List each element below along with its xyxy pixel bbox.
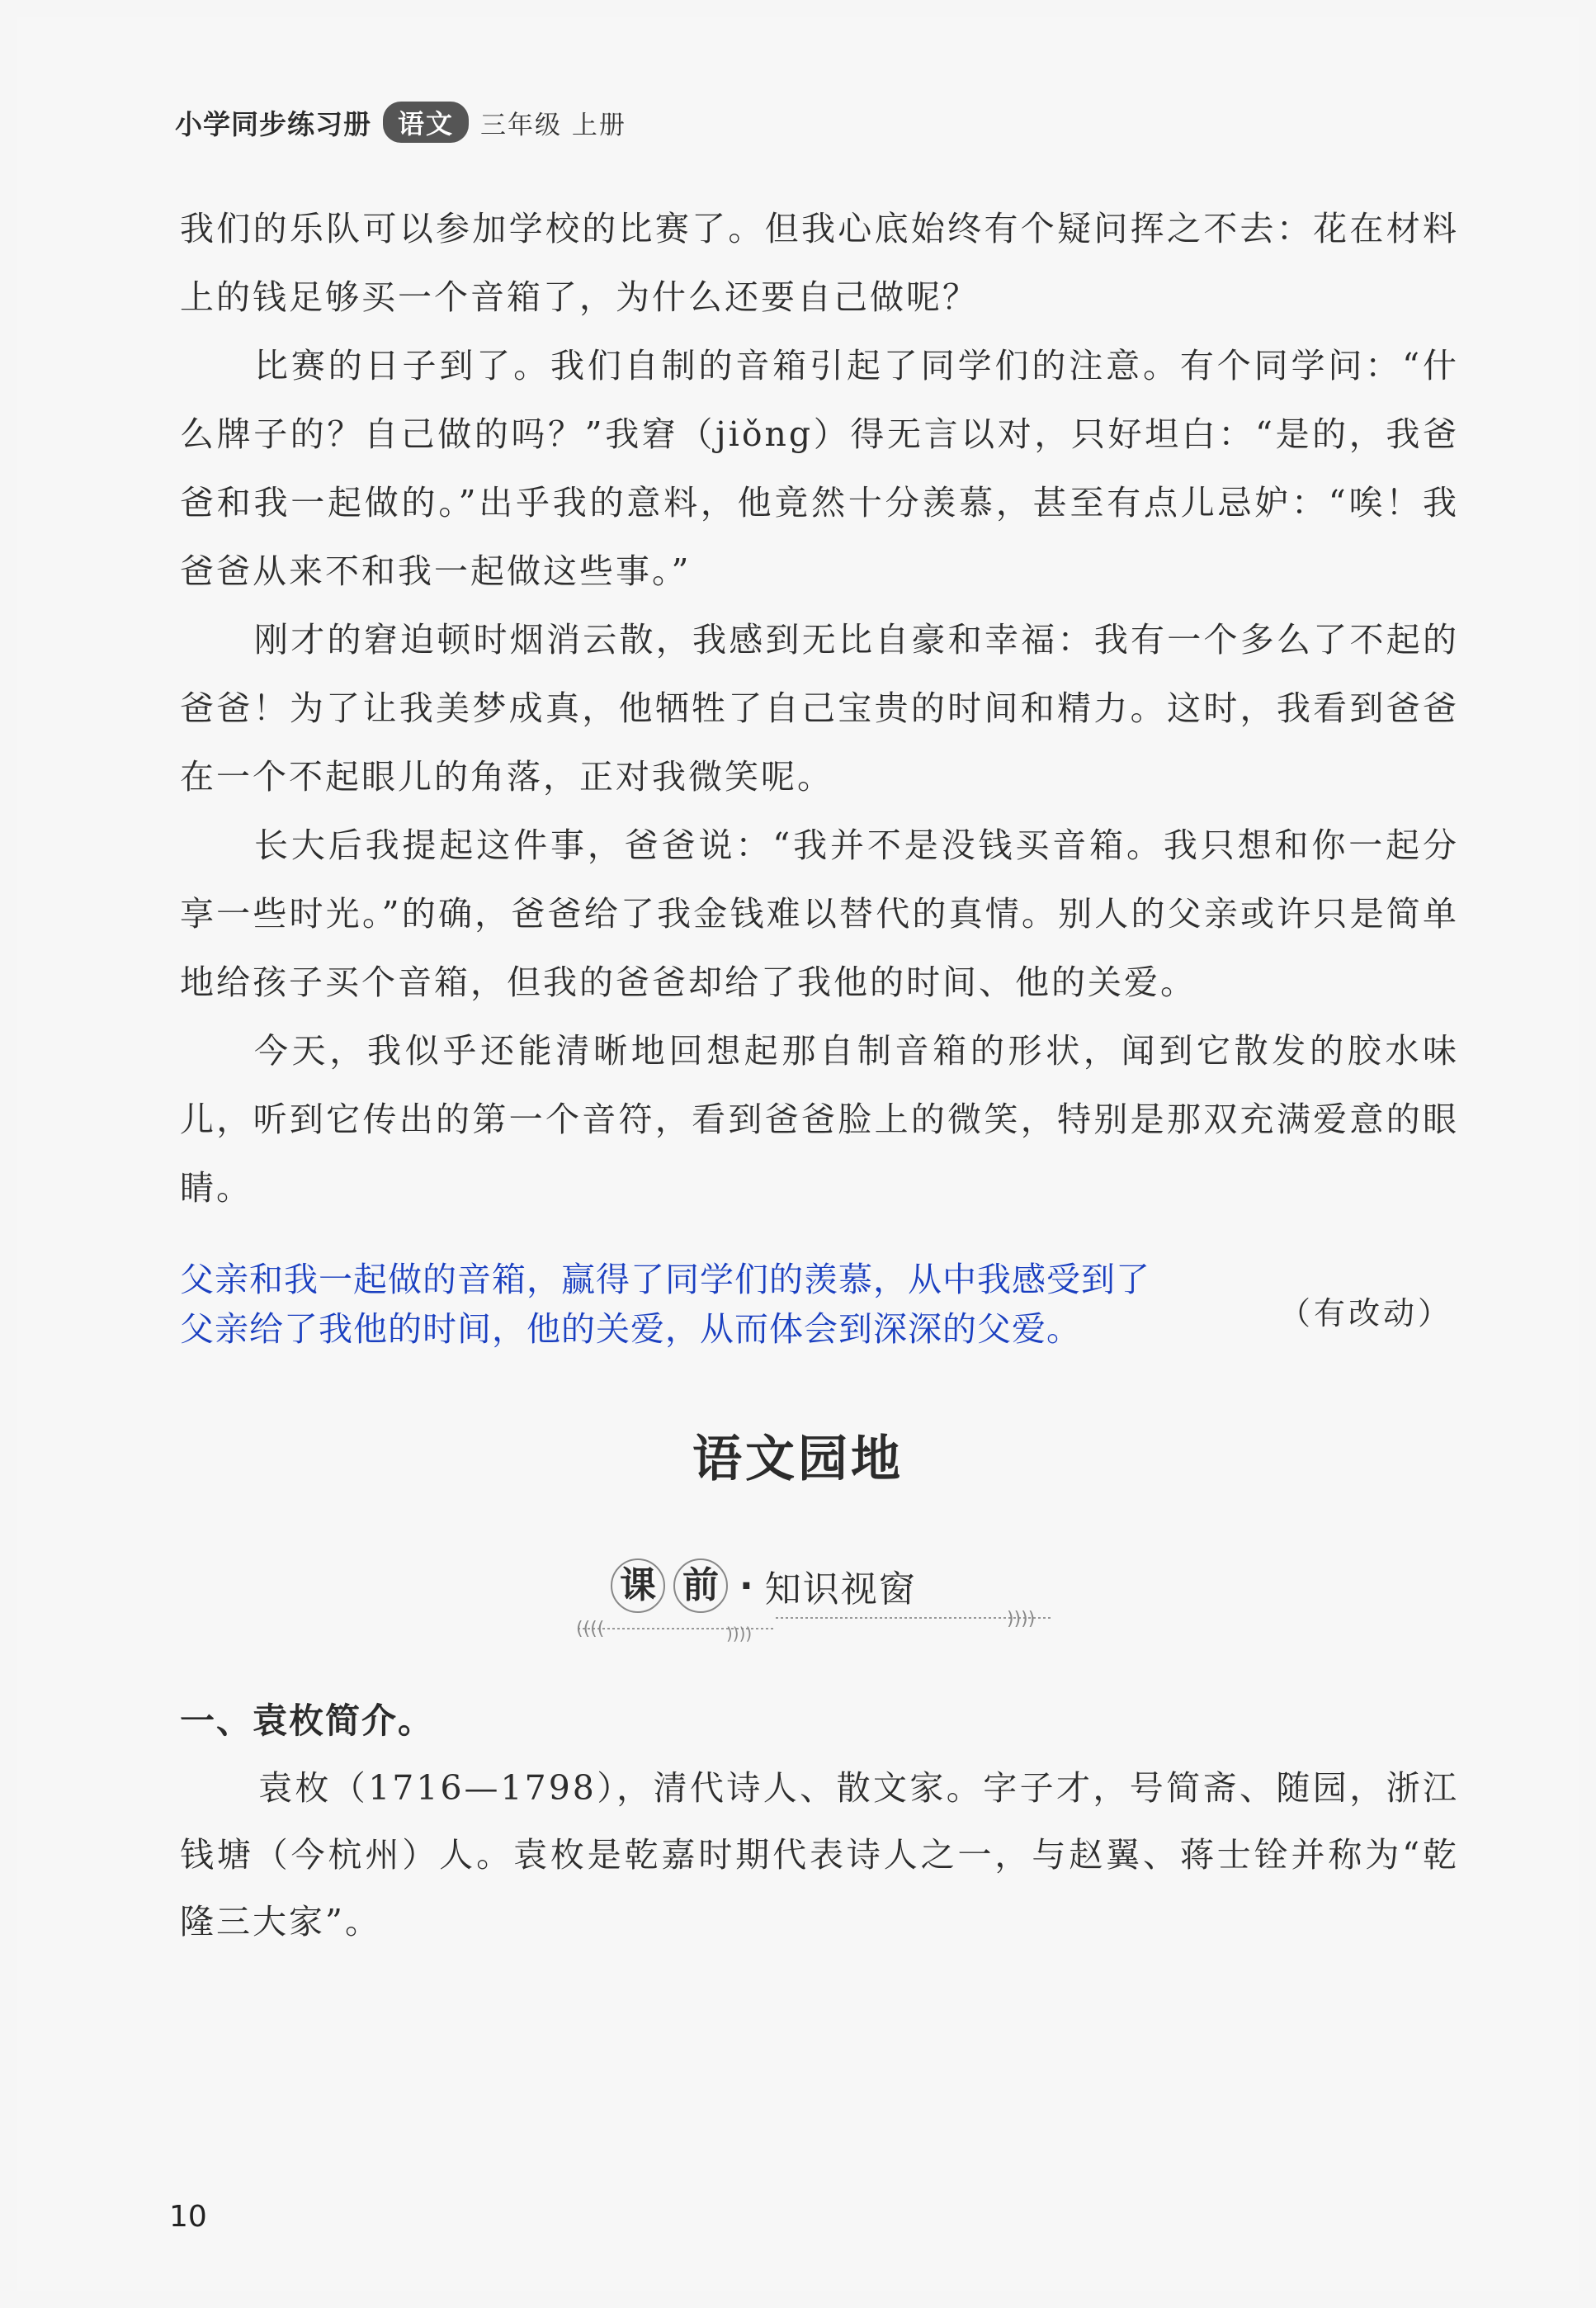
svg-text:)))): )))) — [726, 1624, 753, 1643]
book-title: 小学同步练习册 — [175, 107, 371, 140]
section-banner — [569, 1552, 1065, 1643]
knowledge-heading: 一、袁枚简介。 — [180, 1700, 435, 1741]
knowledge-body — [180, 1755, 1459, 1956]
adapted-note: （有改动） — [1279, 1295, 1453, 1331]
page-number: 10 — [169, 2200, 207, 2234]
knowledge-paragraph: 袁枚（1716—1798），清代诗人、散文家。字子才，号简斋、随园，浙江钱塘（今杭州）人。袁枚是乾嘉时期代表诗人之一，与赵翼、蒋士铨并称为“乾隆三大家”。 — [180, 1768, 1459, 1941]
grade-label: 三年级 上册 — [480, 110, 626, 140]
banner-text — [611, 1558, 917, 1613]
banner-keyword: 知识视窗 — [764, 1568, 917, 1610]
handwritten-answer-note — [180, 1255, 1253, 1354]
svg-text:)))): )))) — [1007, 1609, 1036, 1629]
section-title: 语文园地 — [692, 1431, 904, 1488]
answer-line: 父亲和我一起做的音箱，赢得了同学们的羡慕，从中我感受到了 — [180, 1260, 1150, 1299]
banner-dot: · — [739, 1564, 753, 1607]
page-header — [175, 97, 626, 147]
article-paragraph: 我们的乐队可以参加学校的比赛了。但我心底始终有个疑问挥之不去：花在材料上的钱足够买一个音箱了，为什么还要自己做呢？ — [180, 209, 1459, 317]
article-paragraph: 长大后我提起这件事，爸爸说：“我并不是没钱买音箱。我只想和你一起分享一些时光。”的确，爸爸给了我金钱难以替代的真情。别人的父亲或许只是简单地给孩子买个音箱，但我的爸爸却给了我他的时间、他的关爱。 — [180, 825, 1459, 1002]
answer-line: 父亲给了我他的时间，他的关爱，从而体会到深深的父爱。 — [180, 1309, 1081, 1349]
svg-text:((((: (((( — [576, 1619, 605, 1639]
article-paragraph: 比赛的日子到了。我们自制的音箱引起了同学们的注意。有个同学问：“什么牌子的？自己做的吗？”我窘（jiǒng）得无言以对，只好坦白：“是的，我爸爸和我一起做的。”出乎我的意料，他竟然十分羡慕，甚至有点儿忌妒：“唉！我爸爸从来不和我一起做这些事。” — [180, 346, 1459, 591]
article-paragraph: 今天，我似乎还能清晰地回想起那自制音箱的形状，闻到它散发的胶水味儿，听到它传出的第一个音符，看到爸爸脸上的微笑，特别是那双充满爱意的眼睛。 — [180, 1031, 1459, 1208]
article-body — [180, 195, 1459, 1223]
banner-ring-char: 前 — [673, 1558, 728, 1613]
banner-ring-char: 课 — [611, 1558, 665, 1613]
article-paragraph: 刚才的窘迫顿时烟消云散，我感到无比自豪和幸福：我有一个多么了不起的爸爸！为了让我美梦成真，他牺牲了自己宝贵的时间和精力。这时，我看到爸爸在一个不起眼儿的角落，正对我微笑呢。 — [180, 620, 1459, 797]
subject-badge: 语文 — [383, 102, 469, 143]
